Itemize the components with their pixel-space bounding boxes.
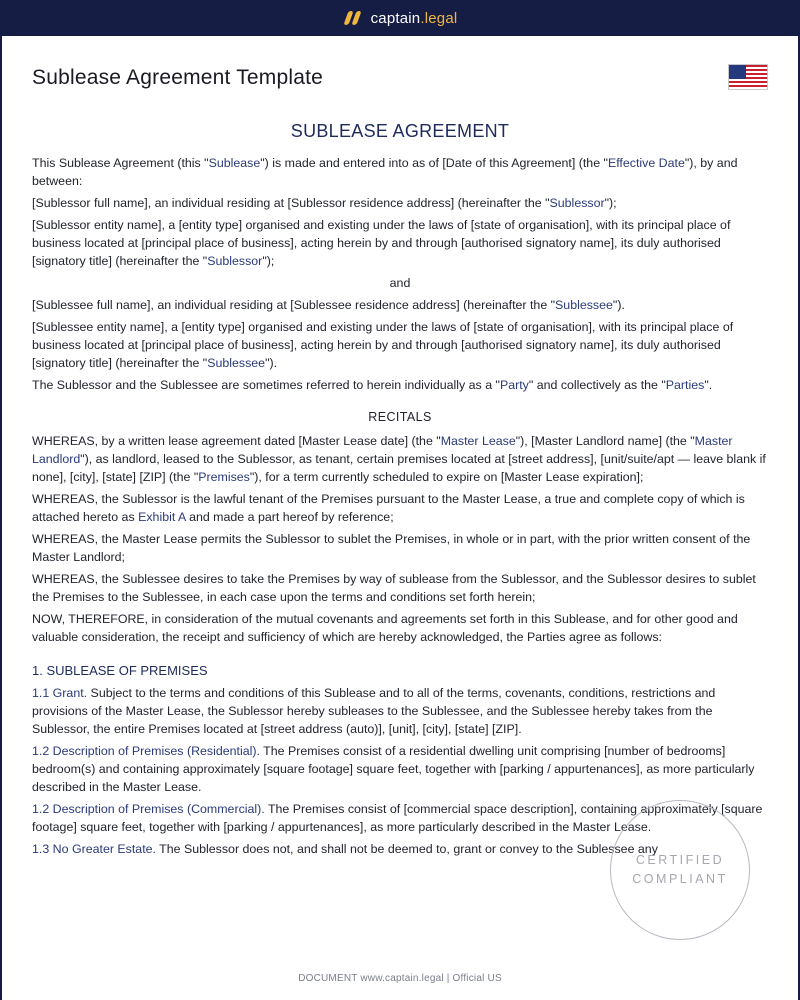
brand-name[interactable]: captain.legal — [370, 9, 458, 27]
top-bar — [0, 0, 800, 36]
sublessee-individual-paragraph: [Sublessee full name], an individual residing at [Sublessee residence address] (hereinafter the "Sublessee"). — [32, 298, 625, 312]
clause-1-2-residential: 1.2 Description of Premises (Residential). The Premises consist of a residential dwelling unit comprising [number of bedrooms] bedroom(s) and containing approximately [square footage] square feet, together with [parking / appurtenances], as more particularly described in the Master Lease. — [32, 744, 755, 794]
sublessor-individual-paragraph: [Sublessor full name], an individual residing at [Sublessor residence address] (hereinafter the "Sublessor"); — [32, 196, 617, 210]
page-footer: DOCUMENT www.captain.legal | Official US — [298, 973, 502, 984]
parties-paragraph: The Sublessor and the Sublessee are sometimes referred to herein individually as a "Party" and collectively as the "Parties". — [32, 378, 713, 392]
and-separator: and — [389, 276, 411, 290]
document-body — [32, 118, 768, 862]
sublessor-entity-paragraph: [Sublessor entity name], a [entity type] organised and existing under the laws of [state of organisation], with its principal place of business located at [principal place of business], acting herein by and through [authorised signatory name], its duly authorised [signatory title] (hereinafter the "Sublessor"); — [32, 218, 731, 268]
captain-legal-logo-icon[interactable] — [343, 10, 363, 26]
whereas-paragraph-2: WHEREAS, the Sublessor is the lawful tenant of the Premises pursuant to the Master Lease, a true and complete copy of which is attached hereto as Exhibit A and made a part hereof by reference; — [32, 492, 745, 524]
whereas-paragraph-1: WHEREAS, by a written lease agreement dated [Master Lease date] (the "Master Lease"), [Master Landlord name] (the "Master Landlord"), as landlord, leased to the Sublessor, as tenant, certain premises located at [street address], [unit/suite/apt — leave blank if none], [city], [state] [ZIP] (the "Premises"), for a term currently scheduled to expire on [Master Lease expiration]; — [32, 434, 766, 484]
intro-paragraph: This Sublease Agreement (this "Sublease") is made and entered into as of [Date of this Agreement] (the "Effective Date"), by and between: — [32, 156, 738, 188]
whereas-paragraph-4: WHEREAS, the Sublessee desires to take the Premises by way of sublease from the Sublessor, and the Sublessor desires to sublet the Premises to the Sublessee, in each case upon the terms and conditions set forth herein; — [32, 572, 756, 604]
now-therefore-paragraph: NOW, THEREFORE, in consideration of the mutual covenants and agreements set forth in this Sublease, and for other good and valuable consideration, the receipt and sufficiency of which are hereby acknowledged, the Parties agree as follows: — [32, 612, 738, 644]
certified-compliant-stamp: CERTIFIED COMPLIANT — [610, 800, 750, 940]
whereas-paragraph-3: WHEREAS, the Master Lease permits the Sublessor to sublet the Premises, in whole or in part, with the prior written consent of the Master Landlord; — [32, 532, 751, 564]
clause-1-2-commercial: 1.2 Description of Premises (Commercial). The Premises consist of [commercial space description], containing approximately [square footage] square feet, together with [parking / appurtenances], as more particularly described in the Master Lease. — [32, 802, 763, 834]
document-heading: SUBLEASE AGREEMENT — [290, 121, 510, 141]
us-flag-icon[interactable] — [728, 64, 768, 90]
recitals-heading: RECITALS — [368, 410, 432, 424]
page-title: Sublease Agreement Template — [32, 66, 324, 89]
clause-1-3: 1.3 No Greater Estate. The Sublessor does not, and shall not be deemed to, grant or convey to the Sublessee any — [32, 842, 658, 856]
sublessee-entity-paragraph: [Sublessee entity name], a [entity type] organised and existing under the laws of [state of organisation], with its principal place of business located at [principal place of business], acting herein by and through [authorised signatory name], its duly authorised [signatory title] (hereinafter the "Sublessee"). — [32, 320, 734, 370]
section-1-heading: 1. SUBLEASE OF PREMISES — [32, 663, 208, 678]
clause-1-1: 1.1 Grant. Subject to the terms and conditions of this Sublease and to all of the terms, covenants, conditions, restrictions and provisions of the Master Lease, the Sublessor hereby subleases to the Sublessee, and the Sublessee hereby takes from the Sublessor, the entire Premises located at [street address (auto)], [unit], [city], [state] [ZIP]. — [32, 686, 716, 736]
